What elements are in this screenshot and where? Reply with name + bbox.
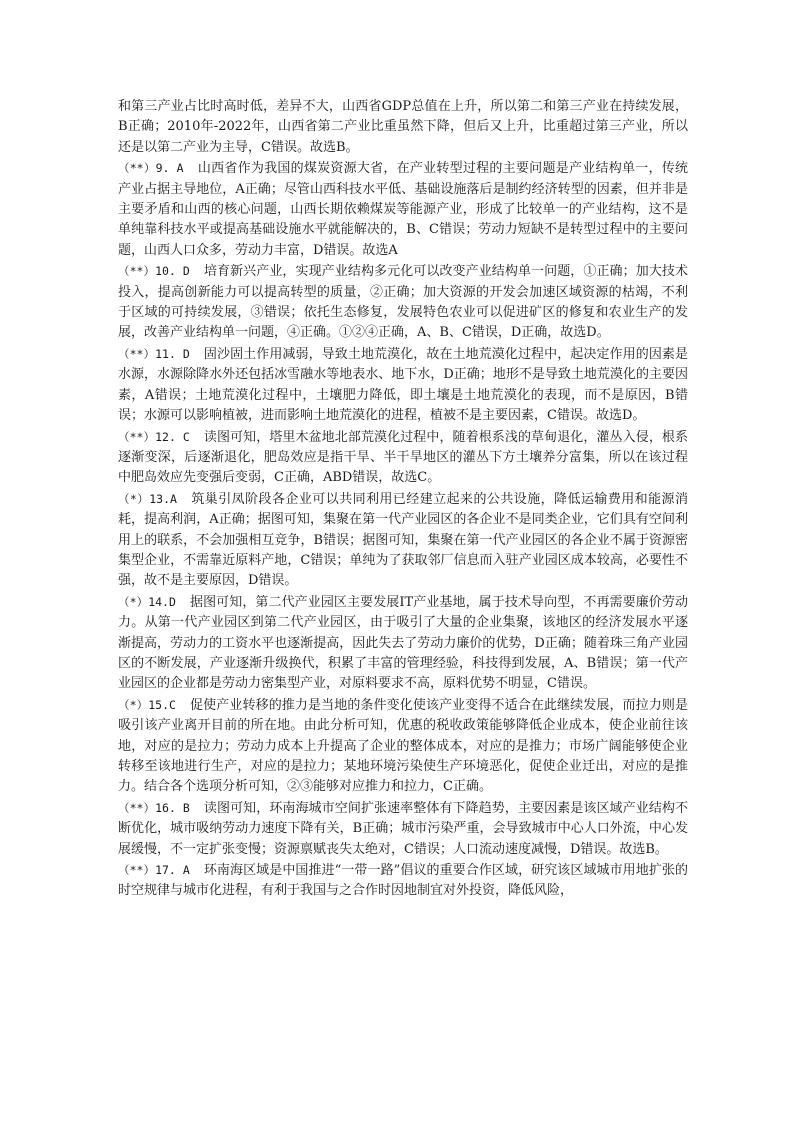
- answer-paragraph-q10: [118, 261, 688, 344]
- answer-paragraph-q9: [118, 158, 688, 261]
- question-number: 15.C: [148, 697, 176, 712]
- answer-paragraph-q15: [118, 695, 688, 798]
- difficulty-tag: （*）: [118, 594, 149, 609]
- answer-text: 山西省作为我国的煤炭资源大省，在产业转型过程的主要问题是产业结构单一，传统产业占据主导地位，A正确；尽管山西科技水平低、基础设施落后是制约经济转型的因素，但并非是主要矛盾和山西的核心问题，山西长期依赖煤炭等能源产业，形成了比较单一的产业结构，这不是单纯靠科技水平或提高基础设施水平就能解决的，B、C错误；劳动力短缺不是转型过程中的主要问题，山西人口众多，劳动力丰富，D错误。故选A: [118, 161, 688, 258]
- question-number: 10. D: [155, 264, 190, 279]
- difficulty-tag: （*）: [118, 697, 149, 712]
- answer-paragraph-continued: [118, 97, 688, 158]
- question-number: 12. C: [155, 429, 190, 444]
- question-number: 16. B: [155, 800, 190, 815]
- answer-text: 和第三产业占比时高时低，差异不大，山西省GDP总值在上升，所以第二和第三产业在持续发展，B正确；2010年-2022年，山西省第二产业比重虽然下降，但后又上升，比重超过第三产业，所以还是以第二产业为主导，C错误。故选B。: [118, 99, 688, 155]
- answer-text: 据图可知，第二代产业园区主要发展IT产业基地，属于技术导向型，不再需要廉价劳动力。从第一代产业园区到第二代产业园区，由于吸引了大量的企业集聚，该地区的经济发展水平逐渐提高，劳动力的工资水平也逐渐提高，因此失去了劳动力廉价的优势，D正确；随着珠三角产业园区的不断发展，产业逐渐升级换代，积累了丰富的管理经验，科技得到发展，A、B错误；第一代产业园区的企业都是劳动力密集型产业，对原料要求不高，原料优势不明显，C错误。: [118, 594, 688, 692]
- difficulty-tag: （**）: [118, 264, 156, 279]
- answer-text: 促使产业转移的推力是当地的条件变化使该产业变得不适合在此继续发展，而拉力则是吸引该产业离开目前的所在地。由此分析可知，优惠的税收政策能够降低企业成本，使企业前往该地，对应的是拉力；劳动力成本上升提高了企业的整体成本，对应的是推力；市场广阔能够使企业转移至该地进行生产，对应的是拉力；某地环境污染使生产环境恶化，促使企业迁出，对应的是推力。结合各个选项分析可知，②③能够对应推力和拉力，C正确。: [118, 697, 688, 795]
- answer-text: 筑巢引凤阶段各企业可以共同利用已经建立起来的公共设施，降低运输费用和能源消耗，提高利润，A正确；据图可知，集聚在第一代产业园区的各企业不是同类企业，它们具有空间利用上的联系，不会加强相互竞争，B错误；据图可知，集聚在第一代产业园区的各企业不属于资源密集型企业，不需靠近原料产地，C错误；单纯为了获取邻厂信息而入驻产业园区成本较高，必要性不强，故不是主要原因，D错误。: [118, 491, 688, 589]
- answer-paragraph-q17: [118, 860, 688, 902]
- answer-text: 固沙固土作用减弱，导致土地荒漠化，故在土地荒漠化过程中，起决定作用的因素是水源，水源除降水外还包括冰雪融水等地表水、地下水，D正确；地形不是导致土地荒漠化的主要因素，A错误；土地荒漠化过程中，土壤肥力降低，即土壤是土地荒漠化的表现，而不是原因，B错误；水源可以影响植被，进而影响土地荒漠化的进程，植被不是主要因素，C错误。故选D。: [118, 346, 688, 424]
- question-number: 13.A: [149, 491, 177, 506]
- question-number: 17. A: [155, 863, 190, 878]
- difficulty-tag: （*）: [118, 491, 150, 506]
- answer-paragraph-q16: [118, 798, 688, 860]
- answer-document: [118, 97, 688, 902]
- question-number: 14.D: [148, 594, 176, 609]
- difficulty-tag: （**）: [118, 346, 156, 361]
- answer-text: 读图可知，塔里木盆地北部荒漠化过程中，随着根系浅的草甸退化，灌丛入侵，根系逐渐变深，后逐渐退化，肥岛效应是指干旱、半干旱地区的灌丛下方土壤养分富集，所以在该过程中肥岛效应先变强后变弱，C正确，ABD错误，故选C。: [118, 429, 688, 486]
- difficulty-tag: （**）: [118, 429, 156, 444]
- difficulty-tag: （**）: [118, 800, 156, 815]
- answer-text: 环南海区域是中国推进“一带一路”倡议的重要合作区域，研究该区域城市用地扩张的时空规律与城市化进程，有利于我国与之合作时因地制宜对外投资，降低风险，: [118, 863, 688, 899]
- question-number: 9. A: [155, 161, 184, 176]
- answer-paragraph-q11: [118, 344, 688, 427]
- answer-paragraph-q12: [118, 427, 688, 489]
- difficulty-tag: （**）: [118, 863, 156, 878]
- difficulty-tag: （**）: [118, 161, 156, 176]
- question-number: 11. D: [155, 346, 190, 361]
- answer-paragraph-q14: [118, 592, 688, 695]
- answer-paragraph-q13: [118, 489, 688, 592]
- answer-text: 培育新兴产业，实现产业结构多元化可以改变产业结构单一问题，①正确；加大技术投入，提高创新能力可以提高转型的质量，②正确；加大资源的开发会加速区域资源的枯竭，不利于区域的可持续发展，③错误；依托生态修复，发展特色农业可以促进矿区的修复和农业生产的发展，改善产业结构单一问题，④正确。①②④正确，A、B、C错误，D正确，故选D。: [118, 264, 688, 341]
- answer-text: 读图可知，环南海城市空间扩张速率整体有下降趋势，主要因素是该区域产业结构不断优化，城市吸纳劳动力速度下降有关，B正确；城市污染严重，会导致城市中心人口外流，中心发展缓慢，不一定扩张变慢；资源禀赋丧失太绝对，C错误；人口流动速度减慢，D错误。故选B。: [118, 800, 688, 857]
